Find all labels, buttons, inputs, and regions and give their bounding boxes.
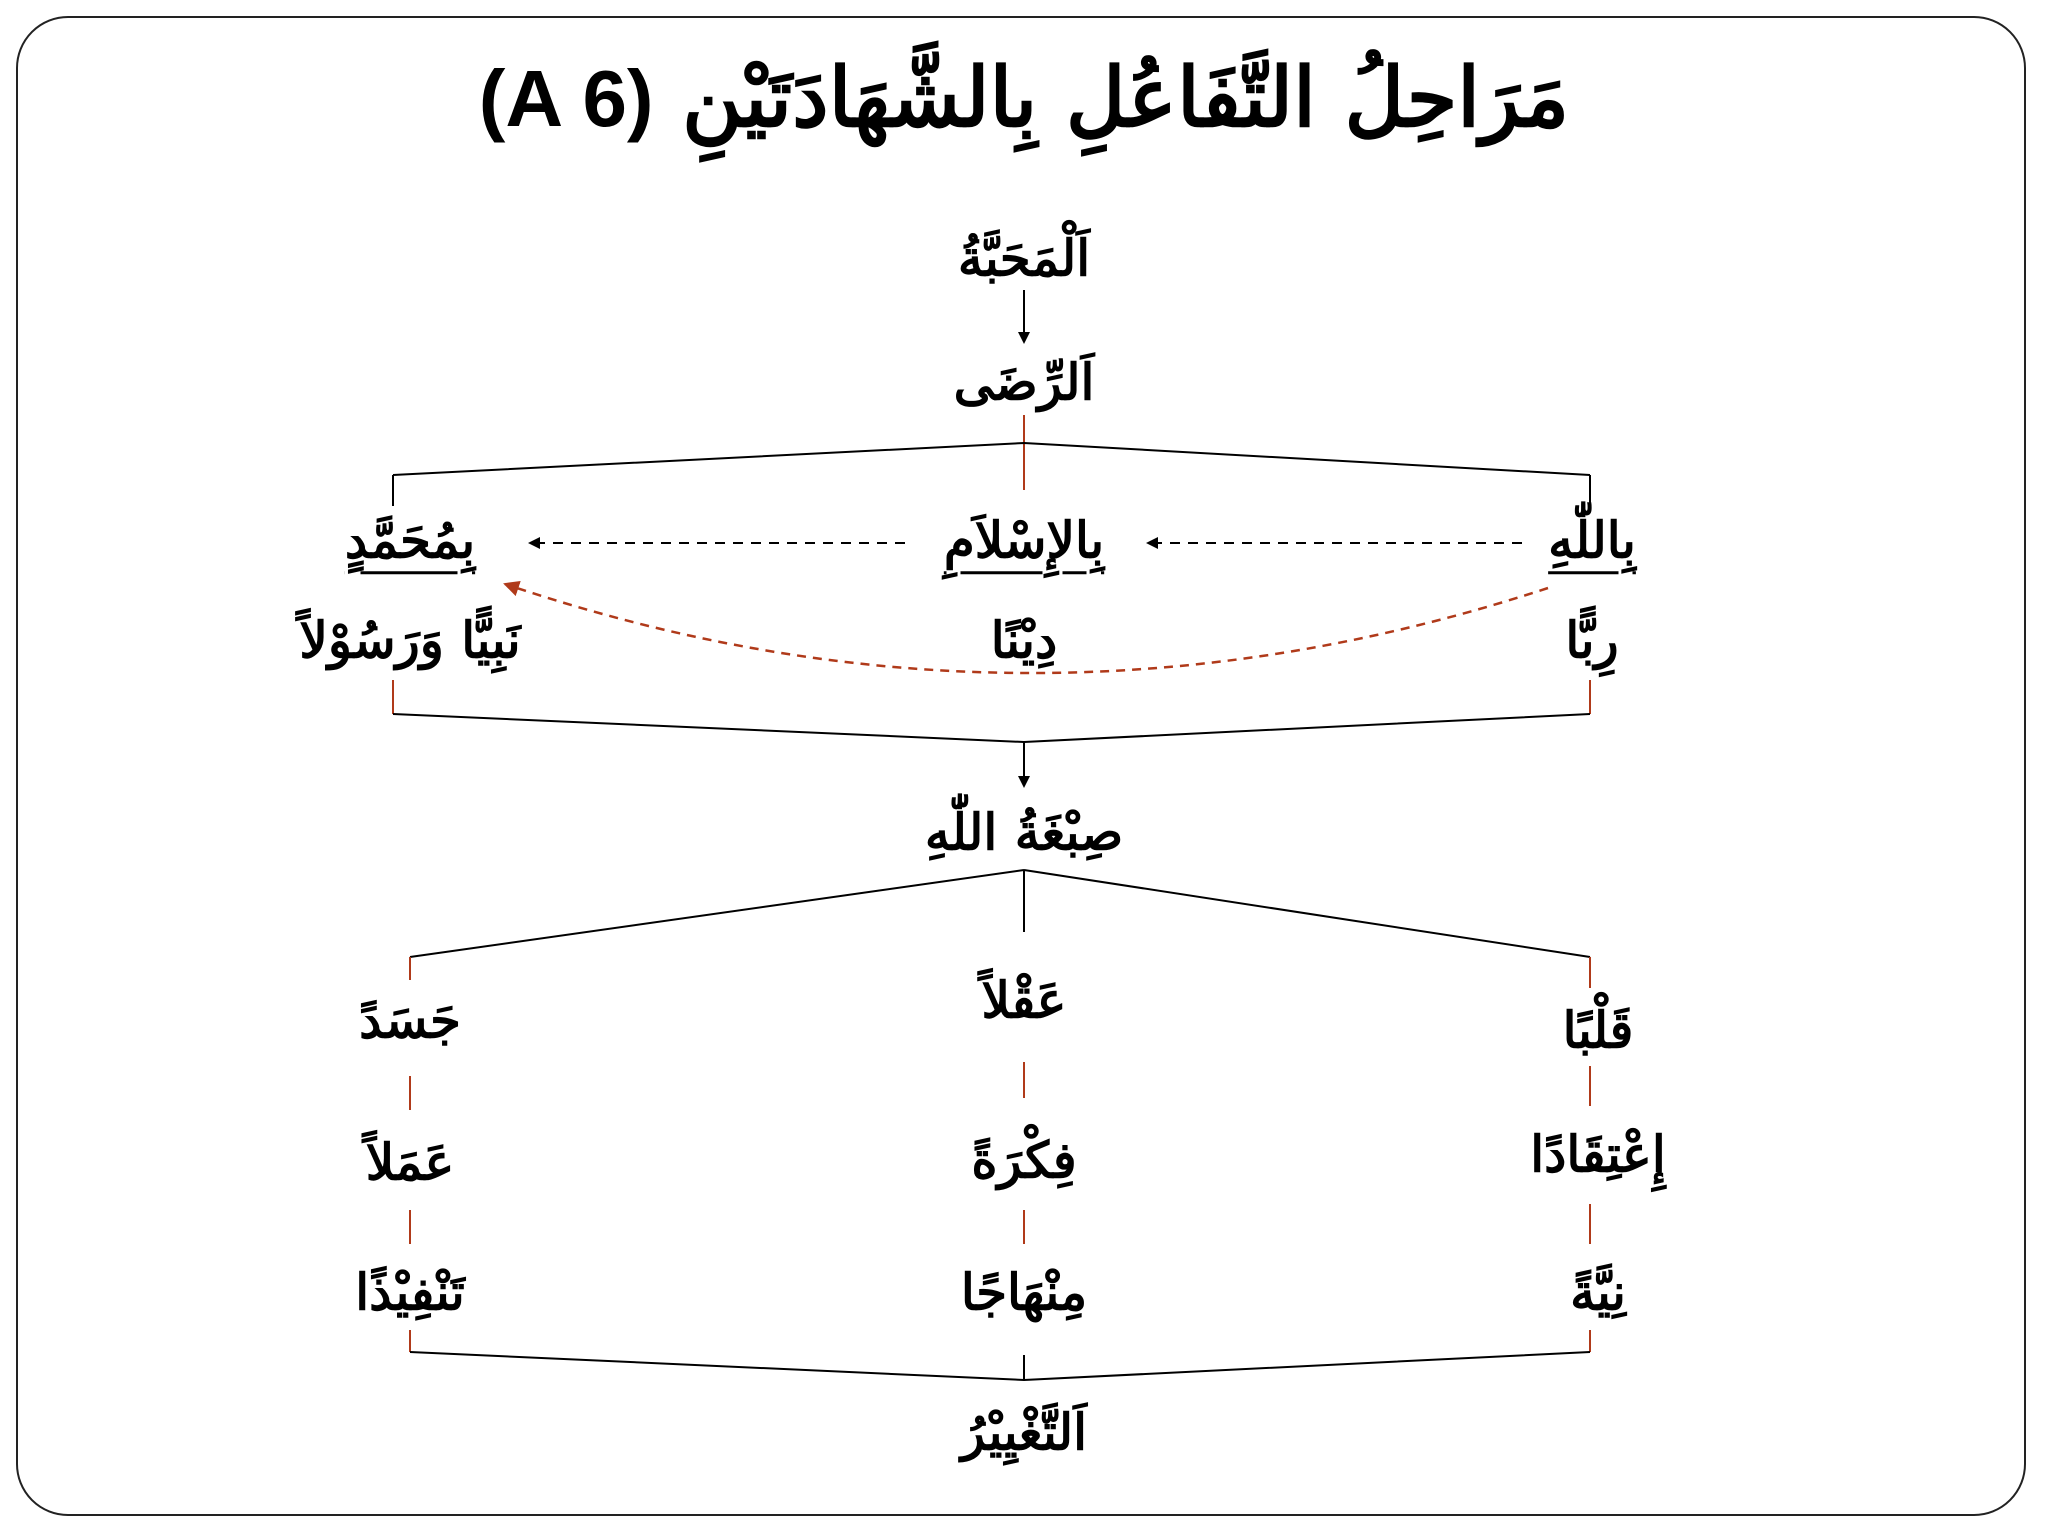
branch-lower-left xyxy=(410,870,1024,957)
node-mahabba: اَلْمَحَبَّةُ xyxy=(957,228,1091,288)
title-code: (A 6) xyxy=(478,54,654,143)
node-nabiyyan: نَبِيًّا وَرَسُوْلاً xyxy=(299,610,521,670)
node-sibghat: صِبْغَةُ اللّٰهِ xyxy=(924,802,1124,862)
node-itiqadan: إِعْتِقَادًا xyxy=(1530,1124,1666,1184)
node-fikratan: فِكْرَةً xyxy=(971,1130,1077,1190)
node-taghyir: اَلتَّغْيِيْرُ xyxy=(960,1402,1088,1462)
node-niyyatan: نِيَّةً xyxy=(1570,1262,1626,1322)
node-aqlan: عَقْلاً xyxy=(981,970,1067,1030)
title-arabic: مَرَاحِلُ التَّفَاعُلِ بِالشَّهَادَتَيْنِ xyxy=(682,50,1570,146)
node-dinan: دِيْنًا xyxy=(990,610,1058,670)
node-billah: بِاللّٰهِ xyxy=(1548,510,1636,570)
node-amalan: عَمَلاً xyxy=(365,1132,455,1192)
node-jasadan: جَسَدً xyxy=(359,990,461,1050)
node-rida: اَلرِّضَى xyxy=(953,352,1095,412)
node-tanfidhan: تَنْفِيْذًا xyxy=(355,1262,465,1322)
merge-middle xyxy=(393,714,1590,742)
node-bimuhammad: بِمُحَمَّدٍ xyxy=(344,510,476,570)
node-qalban: قَلْبًا xyxy=(1562,1000,1634,1060)
branch-top xyxy=(393,443,1590,475)
branch-lower-right xyxy=(1024,870,1590,957)
merge-bottom xyxy=(410,1352,1590,1380)
node-bilislam: بِالإِسْلاَمِ xyxy=(943,510,1105,570)
page-title xyxy=(0,50,2048,146)
node-minhajan: مِنْهَاجًا xyxy=(960,1262,1088,1322)
node-rabban: رِبًّا xyxy=(1565,610,1619,670)
